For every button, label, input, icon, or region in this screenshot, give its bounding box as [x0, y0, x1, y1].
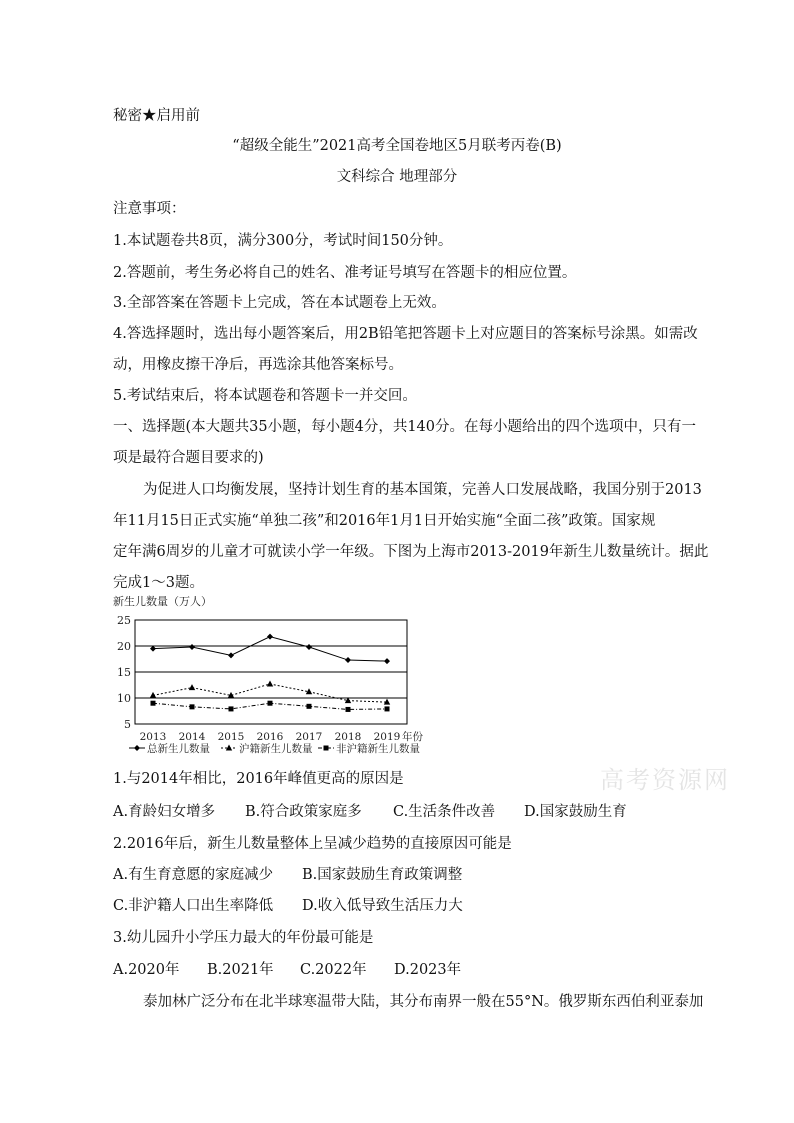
section-heading-cont: 项是最符合题目要求的): [113, 450, 264, 466]
data-point: [306, 644, 312, 650]
y-axis-label: 新生儿数量（万人）: [113, 595, 212, 608]
legend-label: 非沪籍新生儿数量: [336, 743, 420, 755]
note-item: 4.答选择题时，选出每小题答案后，用2B铅笔把答题卡上对应题目的答案标号涂黑。如需改: [113, 326, 698, 342]
passage-line: 为促进人口均衡发展，坚持计划生育的基本国策，完善人口发展战略，我国分别于2013: [143, 482, 702, 498]
question-stem: 3.幼儿园升小学压力最大的年份最可能是: [113, 930, 374, 946]
option-c: C.生活条件改善: [393, 804, 496, 820]
option-a: A.有生育意愿的家庭减少: [113, 867, 274, 883]
data-point: [189, 644, 195, 650]
note-item: 5.考试结束后，将本试题卷和答题卡一并交回。: [113, 388, 417, 404]
data-point: [189, 684, 195, 690]
option-a: A.2020年: [113, 962, 180, 978]
legend-marker: [324, 746, 329, 751]
notes-heading: 注意事项：: [113, 201, 186, 217]
option-c: C.非沪籍人口出生率降低: [113, 898, 274, 914]
note-item: 1.本试题卷共8页，满分300分，考试时间150分钟。: [113, 233, 453, 249]
note-item: 动，用橡皮擦干净后，再选涂其他答案标号。: [113, 357, 403, 373]
option-b: B.国家鼓励生育政策调整: [302, 867, 463, 883]
x-tick-label: 2014: [178, 731, 206, 743]
x-tick-label: 2018: [334, 731, 362, 743]
y-tick-label: 20: [117, 640, 131, 653]
exam-subtitle: 文科综合 地理部分: [336, 169, 458, 185]
legend-label: 总新生儿数量: [147, 743, 210, 755]
data-point: [345, 657, 351, 663]
y-tick-label: 15: [117, 666, 131, 679]
option-b: B.符合政策家庭多: [245, 804, 362, 820]
data-point: [151, 701, 156, 706]
data-point: [228, 652, 234, 658]
note-item: 3.全部答案在答题卡上完成，答在本试题卷上无效。: [113, 295, 446, 311]
passage-line: 完成1～3题。: [113, 575, 204, 591]
data-point: [268, 701, 273, 706]
data-point: [346, 707, 351, 712]
next-passage-line: 泰加林广泛分布在北半球寒温带大陆，其分布南界一般在55°N。俄罗斯东西伯利亚泰加: [143, 994, 704, 1010]
passage-line: 年11月15日正式实施“单独二孩”和2016年1月1日开始实施“全面二孩”政策。国家规: [113, 513, 656, 529]
option-d: D.2023年: [394, 962, 462, 978]
option-c: C.2022年: [300, 962, 367, 978]
x-axis-label: 年份: [402, 731, 423, 743]
data-point: [229, 706, 234, 711]
x-tick-label: 2017: [295, 731, 323, 743]
y-tick-label: 10: [117, 692, 131, 705]
option-d: D.收入低导致生活压力大: [302, 898, 463, 914]
option-d: D.国家鼓励生育: [524, 804, 627, 820]
y-tick-label: 5: [124, 718, 131, 731]
secret-label: 秘密★启用前: [113, 108, 200, 124]
option-a: A.育龄妇女增多: [113, 804, 216, 820]
x-tick-label: 2019: [373, 731, 401, 743]
question-stem: 2.2016年后，新生儿数量整体上呈减少趋势的直接原因可能是: [113, 836, 512, 852]
data-point: [150, 692, 156, 698]
option-b: B.2021年: [207, 962, 274, 978]
series-line: [153, 637, 387, 661]
data-point: [267, 634, 273, 640]
data-point: [190, 704, 195, 709]
exam-title: “超级全能生”2021高考全国卷地区5月联考丙卷(B): [232, 138, 562, 154]
legend-marker: [134, 745, 140, 751]
data-point: [384, 658, 390, 664]
data-point: [267, 680, 273, 686]
series-line: [153, 684, 387, 702]
watermark: 高考资源网: [600, 766, 730, 794]
y-tick-label: 25: [117, 614, 131, 627]
x-tick-label: 2015: [217, 731, 245, 743]
newborn-line-chart: [113, 590, 423, 765]
x-tick-label: 2016: [256, 731, 284, 743]
data-point: [307, 704, 312, 709]
x-tick-label: 2013: [139, 731, 167, 743]
section-heading: 一、选择题(本大题共35小题，每小题4分，共140分。在每小题给出的四个选项中，只有一: [113, 419, 697, 435]
legend-label: 沪籍新生儿数量: [239, 743, 313, 755]
passage-line: 定年满6周岁的儿童才可就读小学一年级。下图为上海市2013-2019年新生儿数量统计。据此: [113, 544, 709, 560]
note-item: 2.答题前，考生务必将自己的姓名、准考证号填写在答题卡的相应位置。: [113, 265, 577, 281]
question-stem: 1.与2014年相比，2016年峰值更高的原因是: [113, 771, 404, 787]
data-point: [385, 706, 390, 711]
